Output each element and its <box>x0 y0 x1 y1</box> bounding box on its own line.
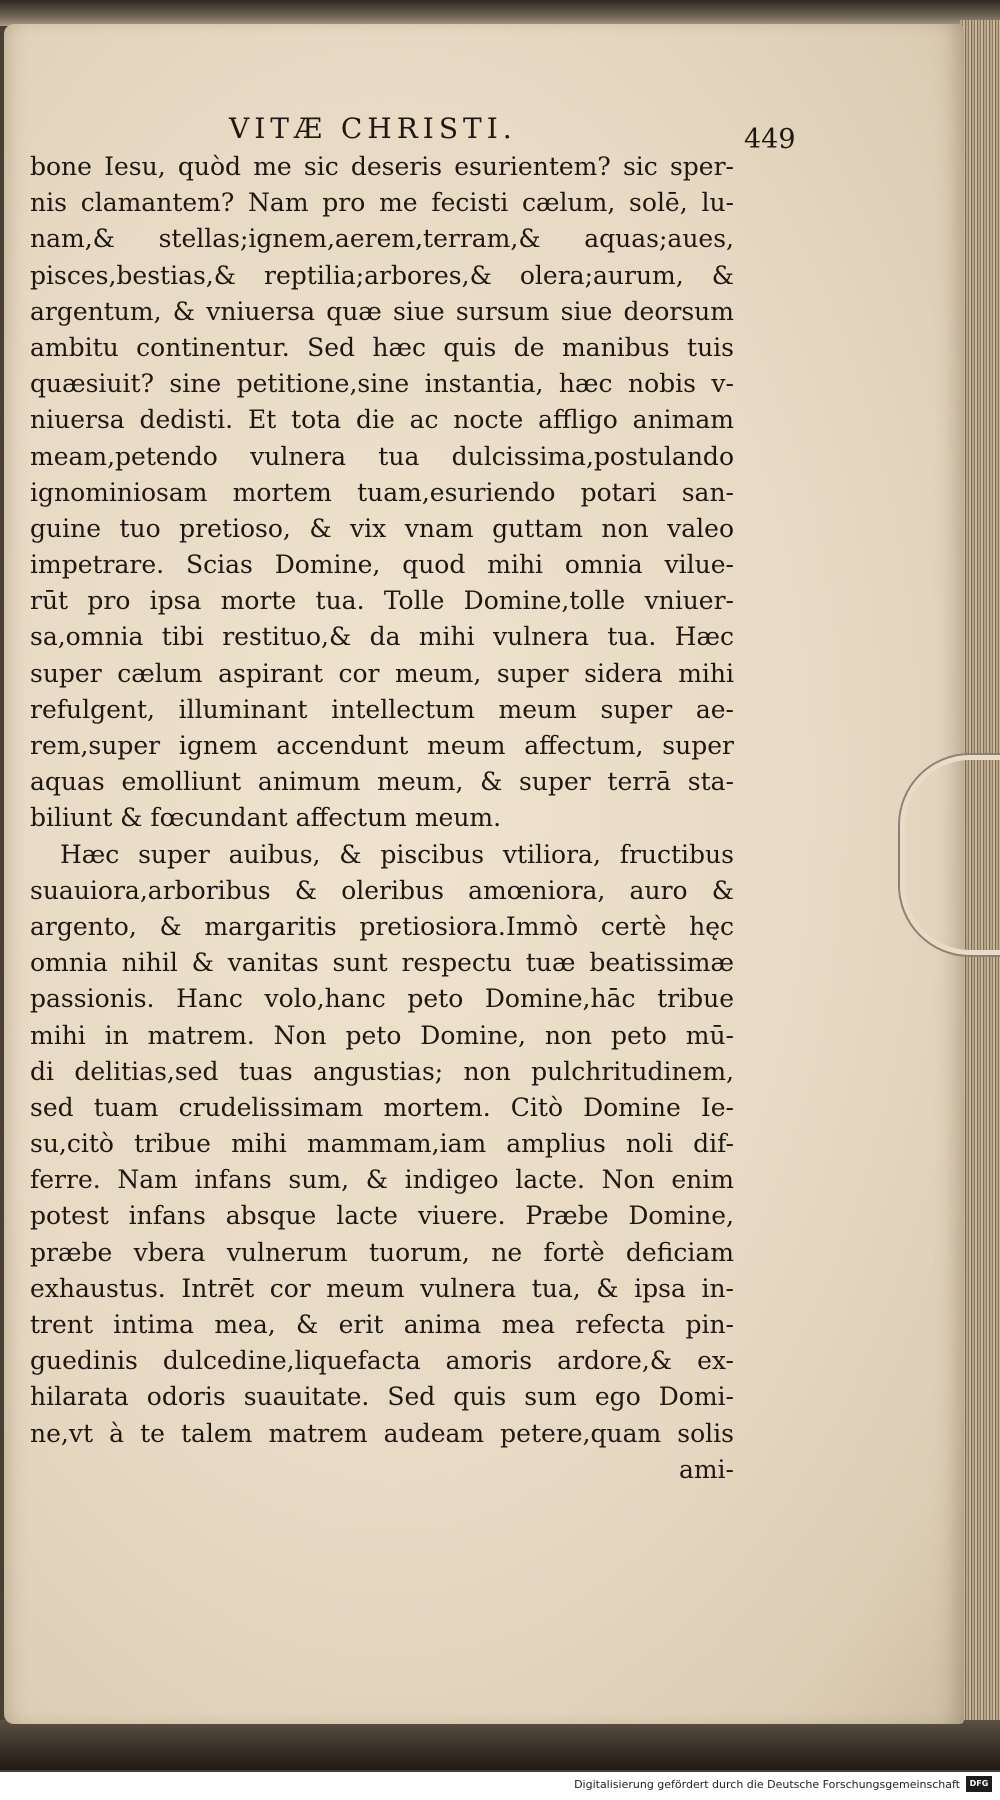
text-line: ambitu continentur. Sed hæc quis de manibus tuis <box>30 332 734 362</box>
text-line: passionis. Hanc volo,hanc peto Domine,hāc tribue <box>30 984 734 1014</box>
text-line: rem,super ignem accendunt meum affectum, super <box>30 731 734 760</box>
book-bottom-edge <box>0 1720 1000 1770</box>
text-line: suauiora,arboribus & oleribus amœniora, auro & <box>30 875 734 905</box>
text-line: guine tuo pretioso, & vix vnam guttam non valeo <box>30 513 734 543</box>
text-line: refulgent, illuminant intellectum meum super ae- <box>30 694 734 724</box>
running-title: VITÆ CHRISTI. <box>229 112 517 145</box>
text-line: hilarata odoris suauitate. Sed quis sum ego Domi- <box>30 1382 734 1412</box>
text-line: pisces,bestias,& reptilia;arbores,& olera;aurum, & <box>30 260 734 290</box>
digitization-footer <box>0 1772 1000 1800</box>
catchword: ami- <box>678 1454 734 1484</box>
bookmark-ribbon <box>900 755 1000 955</box>
funding-credit: Digitalisierung gefördert durch die Deutsche Forschungsgemeinschaft <box>574 1778 960 1791</box>
text-line: impetrare. Scias Domine, quod mihi omnia vilue- <box>30 550 734 580</box>
text-line: biliunt & fœcundant affectum meum. <box>30 803 502 833</box>
text-line: meam,petendo vulnera tua dulcissima,postulando <box>30 441 734 471</box>
text-line: guedinis dulcedine,liquefacta amoris ardore,& ex- <box>30 1346 734 1376</box>
text-line: sed tuam crudelissimam mortem. Citò Domine Ie- <box>30 1092 734 1122</box>
text-line: mihi in matrem. Non peto Domine, non peto mū- <box>30 1020 734 1050</box>
text-line: Hæc super auibus, & piscibus vtiliora, fructibus <box>60 839 734 869</box>
book-top-edge <box>0 0 1000 26</box>
text-line: nis clamantem? Nam pro me fecisti cælum, solē, lu- <box>30 188 734 218</box>
paragraph-2 <box>30 837 734 1452</box>
text-line: aquas emolliunt animum meum, & super terrā sta- <box>30 767 734 797</box>
text-line: omnia nihil & vanitas sunt respectu tuæ beatissimæ <box>30 948 734 978</box>
text-line: trent intima mea, & erit anima mea refecta pin- <box>30 1310 734 1339</box>
text-line: ferre. Nam infans sum, & indigeo lacte. Non enim <box>30 1165 734 1195</box>
text-line: nam,& stellas;ignem,aerem,terram,& aquas;aues, <box>30 224 734 254</box>
text-line: quæsiuit? sine petitione,sine instantia, hæc nobis v- <box>30 369 734 399</box>
page-header <box>4 112 964 155</box>
text-line: ignominiosam mortem tuam,esuriendo potari san- <box>30 477 734 507</box>
book-page <box>4 24 964 1724</box>
text-line: argento, & margaritis pretiosiora.Immò certè hęc <box>30 911 734 941</box>
text-line: præbe vbera vulnerum tuorum, ne fortè deficiam <box>30 1237 734 1267</box>
paragraph-1 <box>30 149 734 837</box>
text-line: sa,omnia tibi restituo,& da mihi vulnera tua. Hæc <box>30 622 734 652</box>
text-block <box>30 149 734 1488</box>
page-number: 449 <box>744 124 796 155</box>
text-line: bone Iesu, quòd me sic deseris esurientem? sic sper- <box>30 152 734 181</box>
text-line: ne,vt à te talem matrem audeam petere,quam solis <box>30 1418 734 1448</box>
text-line: rūt pro ipsa morte tua. Tolle Domine,tolle vniuer- <box>30 586 734 616</box>
text-line: niuersa dedisti. Et tota die ac nocte affligo animam <box>30 405 734 435</box>
dfg-logo: DFG <box>966 1776 992 1792</box>
text-line: su,citò tribue mihi mammam,iam amplius noli dif- <box>30 1129 734 1159</box>
text-line: super cælum aspirant cor meum, super sidera mihi <box>30 658 734 688</box>
text-line: argentum, & vniuersa quæ siue sursum siue deorsum <box>30 296 734 326</box>
text-line: potest infans absque lacte viuere. Præbe Domine, <box>30 1201 734 1231</box>
text-line: di delitias,sed tuas angustias; non pulchritudinem, <box>30 1056 734 1086</box>
text-line: exhaustus. Intrēt cor meum vulnera tua, & ipsa in- <box>30 1273 734 1303</box>
